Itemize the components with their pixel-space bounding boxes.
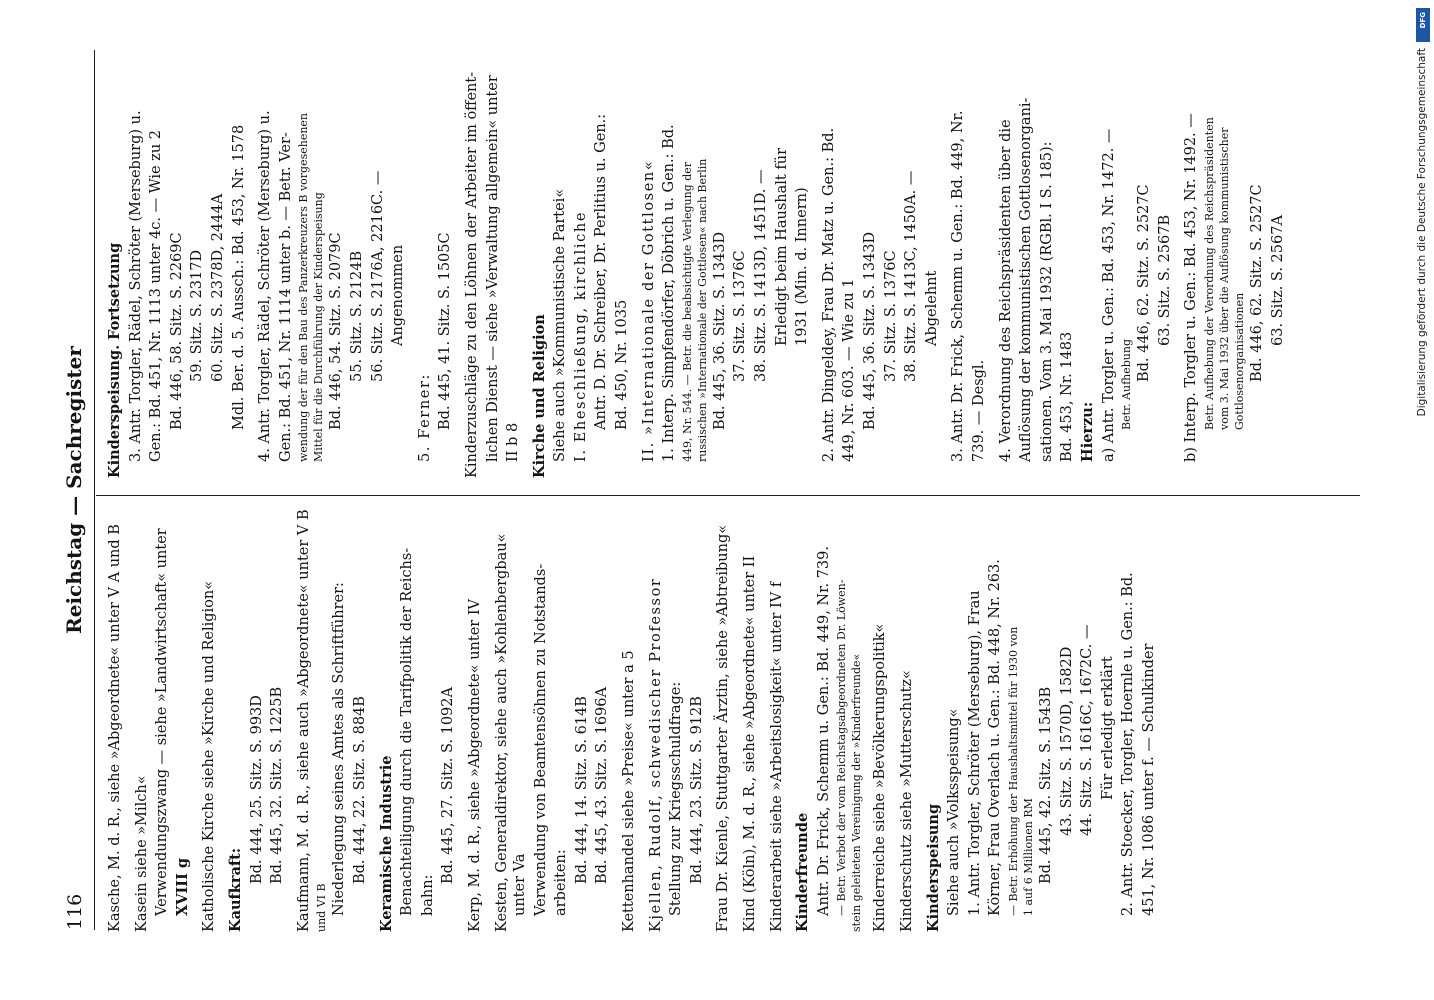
reference-line: 38. Sitz. S. 1413D, 1451D. —: [753, 169, 770, 382]
entry-line: Gen.: Bd. 451, Nr. 1114 unter b. — Betr. Ver-: [277, 132, 294, 462]
entry-line: sationen. Vom 3. Mai 1932 (RGBl. I S. 185):: [1038, 141, 1055, 462]
entry-kinderfreunde: Kinderfreunde: [794, 812, 812, 932]
reference-line: Bd. 445, 27. Sitz. S. 1092A: [440, 687, 457, 884]
entry-line: Siehe auch »Volksspeisung«: [946, 708, 963, 916]
entry-note: stein geleiteten Vereinigung der »Kinderfreunde«: [850, 653, 864, 932]
column-divider: [96, 495, 1360, 496]
page-number: 116: [64, 893, 86, 930]
reference-line: Abgelehnt: [923, 270, 940, 346]
entry-note: Gottlosenorganisationen: [1232, 292, 1246, 430]
reference-line: Bd. 445, 36. Sitz. S. 1343D: [862, 231, 878, 430]
reference-line: Erledigt beim Haushalt für: [773, 148, 790, 346]
reference-line: Bd. 445, 43. Sitz. S. 1696A: [594, 687, 611, 884]
reference-line: Bd. 450, Nr. 1035: [614, 299, 631, 430]
entry-line: 4. Verordnung des Reichspräsidenten über die: [997, 119, 1014, 462]
reference-line: Bd. 445, 42. Sitz. S. 1543B: [1037, 686, 1054, 884]
entry-note: wendung der für den Bau des Panzerkreuzers B vorgesehenen: [297, 112, 311, 462]
reference-line: Bd. 444, 25. Sitz. S. 993D: [248, 695, 265, 884]
entry-keramische-industrie: Keramische Industrie: [377, 755, 395, 932]
reference-line: 63. Sitz. S. 2567A: [1269, 215, 1286, 346]
entry-line: Hierzu:: [1078, 401, 1096, 462]
entry-line: 1. Antr. Torgler, Schröter (Merseburg), Frau: [966, 590, 983, 916]
entry-line: b) Interp. Torgler u. Gen.: Bd. 453, Nr. 1492. —: [1183, 113, 1200, 462]
entry-line: Benachteiligung durch die Tarifpolitik der Reichs-: [399, 547, 416, 916]
reference-line: Mdl. Ber. d. 5. Aussch.: Bd. 453, Nr. 1578: [230, 124, 247, 430]
entry-kind: Kind (Köln), M. d. R., siehe »Abgeordnete« unter II: [742, 555, 759, 932]
entry-note: Mittel für die Durchführung der Kinderspeisung: [312, 192, 326, 462]
reference-line: Bd. 446, 62. Sitz. S. 2527C: [1136, 184, 1153, 382]
entry-kaufmann-line: Niederlegung seines Amtes als Schriftführer:: [331, 582, 348, 916]
entry-kasein: Kasein siehe »Milch«: [133, 775, 150, 932]
reference-line: 37. Sitz. S. 1376C: [882, 250, 899, 382]
entry-note: Betr. Aufhebung der Verordnung des Reichspräsidenten: [1202, 117, 1216, 430]
entry-kerp: Kerp, M. d. R., siehe »Abgeordnete« unter IV: [466, 598, 483, 932]
entry-line: Siehe auch »Kommunistische Partei«: [552, 188, 569, 462]
reference-line: 56. Sitz. S. 2176A, 2216C. —: [369, 170, 386, 382]
reference-line: Bd. 444, 14. Sitz. S. 614B: [573, 696, 590, 884]
entry-kinderschutz: Kinderschutz siehe »Mutterschutz«: [899, 670, 915, 932]
entry-line: Verwendung von Beamtensöhnen zu Notstands-: [532, 563, 549, 916]
reference-line: Bd. 445, 32. Sitz. S. 1225B: [269, 686, 286, 884]
reference-line: 43. Sitz. S. 1570D, 1582D: [1058, 646, 1075, 836]
entry-line: 3. Antr. Torgler, Rädel, Schröter (Merseburg) u.: [127, 110, 144, 462]
entry-line: 451, Nr. 1086 unter f. — Schulkinder: [1140, 643, 1157, 916]
entry-kettenhandel: Kettenhandel siehe »Preise« unter a 5: [621, 650, 638, 932]
entry-note: — Betr. Verbot der vom Reichstagsabgeordneten Dr. Löwen-: [835, 579, 849, 916]
entry-kirche-und-religion: Kirche und Religion: [530, 314, 548, 478]
entry-kasein-line: XVIII g: [173, 857, 191, 916]
entry-line: Antr. Dr. Frick, Schemm u. Gen.: Bd. 449, Nr. 739.: [815, 546, 832, 916]
reference-line: Bd. 445, 36. Sitz. S. 1343D: [711, 231, 728, 430]
reference-line: Bd. 446, 62. Sitz. S. 2527C: [1248, 184, 1265, 382]
entry-kaufmann-line: und VI B: [315, 883, 329, 932]
entry-kienle: Frau Dr. Kienle, Stuttgarter Ärztin, siehe »Abtreibung«: [715, 524, 732, 932]
entry-line: Bd. 453, Nr. 1483: [1059, 331, 1076, 462]
header-rule: [94, 50, 95, 930]
reference-line: 59. Sitz. S. 2317D: [189, 249, 206, 382]
entry-kinderarbeit: Kinderarbeit siehe »Arbeitslosigkeit« unter IV f: [768, 581, 785, 932]
entry-line: 739. — Desgl.: [970, 359, 987, 462]
entry-note: vom 3. Mai 1932 über die Auflösung kommunistischer: [1217, 127, 1231, 430]
reference-line: 44. Sitz. S. 1616C, 1672C. —: [1079, 624, 1096, 836]
reference-line: Angenommen: [390, 244, 407, 346]
entry-kasein-line: Verwendungszwang — siehe »Landwirtschaft« unter: [154, 528, 171, 916]
dfg-logo: [1416, 8, 1430, 42]
reference-line: 60. Sitz. S. 2378D, 2444A: [209, 193, 226, 382]
entry-line: I. Eheschließung, kirchliche: [572, 211, 589, 462]
entry-line: 5. Ferner:: [416, 373, 433, 462]
entry-line: a) Antr. Torgler u. Gen.: Bd. 453, Nr. 1472. —: [1100, 128, 1117, 462]
entry-note: 1 auf 6 Millionen RM: [1021, 798, 1035, 916]
reference-line: Bd. 444, 22. Sitz. S. 884B: [351, 696, 368, 884]
dfg-logo-text: DFG: [1419, 12, 1427, 29]
reference-line: 55. Sitz. S. 2124B: [348, 250, 365, 382]
entry-line: Körner, Frau Overlach u. Gen.: Bd. 448, Nr. 263.: [987, 559, 1004, 916]
entry-line: Antr. D. Dr. Schreiber, Dr. Perlitius u. Gen.:: [593, 113, 610, 430]
reference-line: Bd. 446, 58. Sitz. S. 2269C: [168, 232, 185, 430]
entry-line: 4. Antr. Torgler, Rädel, Schröter (Merseburg) u.: [257, 110, 274, 462]
reference-line: Bd. 445, 41. Sitz. S. 1505C: [437, 232, 454, 430]
entry-line: 1. Interp. Simpfendörfer, Döbrich u. Gen.: Bd.: [661, 124, 678, 462]
register-page: [60, 40, 1360, 940]
entry-note: — Betr. Erhöhung der Haushaltsmittel für 1930 von: [1006, 626, 1020, 916]
entry-line: II. »Internationale der Gottlosen«: [640, 159, 657, 462]
dfg-imprint: [1414, 8, 1434, 998]
entry-kjellen: Kjellen, Rudolf, schwedischer Professor: [647, 577, 664, 932]
entry-line: 3. Antr. Dr. Frick, Schemm u. Gen.: Bd. 449, Nr.: [950, 110, 967, 462]
entry-katholische-kirche: Katholische Kirche siehe »Kirche und Religion«: [201, 580, 218, 932]
entry-line: 2. Antr. Stoecker, Torgler, Hoernle u. Gen.: Bd.: [1120, 572, 1137, 916]
reference-line: 38. Sitz. S. 1413C, 1450A. —: [903, 170, 920, 382]
entry-line: II b 8: [505, 422, 522, 462]
running-title: Reichstag — Sachregister: [62, 346, 86, 634]
reference-line: Bd. 446, 54. Sitz. S. 2079C: [328, 232, 345, 430]
page-header: [60, 40, 104, 940]
reference-line: Für erledigt erklärt: [1099, 656, 1116, 800]
entry-kinderspeisung: Kinderspeisung: [924, 803, 942, 932]
entry-kinderzuschlaege: Kinderzuschläge zu den Löhnen der Arbeiter im öffent-: [463, 71, 480, 478]
reference-line: 37. Sitz. S. 1376C: [732, 250, 749, 382]
reference-line: 63. Sitz. S. 2567B: [1156, 214, 1173, 346]
entry-note: russischen »Internationale der Gottlosen« nach Berlin: [695, 158, 709, 462]
entry-line: lichen Dienst — siehe »Verwaltung allgemein« unter: [484, 75, 501, 462]
entry-note: Betr. Aufhebung: [1120, 338, 1134, 430]
entry-line: Auflösung der kommunistischen Gottlosenorgani-: [1018, 97, 1035, 462]
reference-line: 1931 (Min. d. Innern): [794, 187, 811, 346]
reference-line: Bd. 444, 23. Sitz. S. 912B: [688, 696, 705, 884]
entry-line: arbeiten:: [553, 849, 570, 916]
entry-kinderreiche: Kinderreiche siehe »Bevölkerungspolitik«: [872, 623, 889, 932]
entry-kesten: Kesten, Generaldirektor, siehe auch »Kohlenbergbau« unter Va: [493, 533, 529, 932]
funding-notice: Digitalisierung gefördert durch die Deutsche Forschungsgemeinschaft: [1416, 48, 1428, 417]
left-column: [106, 504, 1161, 932]
entry-line: Gen.: Bd. 451, Nr. 1113 unter 4c. — Wie zu 2: [148, 130, 165, 462]
entry-kaufmann: Kaufmann, M. d. R., siehe auch »Abgeordnete« unter V B: [295, 509, 312, 932]
entry-note: 449, Nr. 544. — Betr. die beabsichtigte Verlegung der: [680, 161, 694, 462]
right-column: [106, 50, 1289, 478]
entry-line: bahn:: [419, 874, 436, 916]
entry-kinderspeisung-continued: Kinderspeisung. Fortsetzung: [106, 242, 123, 478]
entry-kasche: Kasche, M. d. R., siehe »Abgeordnete« unter V A und B: [107, 524, 123, 932]
entry-line: 449, Nr. 603. — Wie zu 1: [841, 278, 858, 462]
entry-kaufkraft: Kaufkraft:: [226, 847, 244, 932]
entry-line: Stellung zur Kriegsschuldfrage:: [668, 681, 685, 916]
entry-line: 2. Antr. Dingeldey, Frau Dr. Matz u. Gen.: Bd.: [820, 127, 837, 462]
